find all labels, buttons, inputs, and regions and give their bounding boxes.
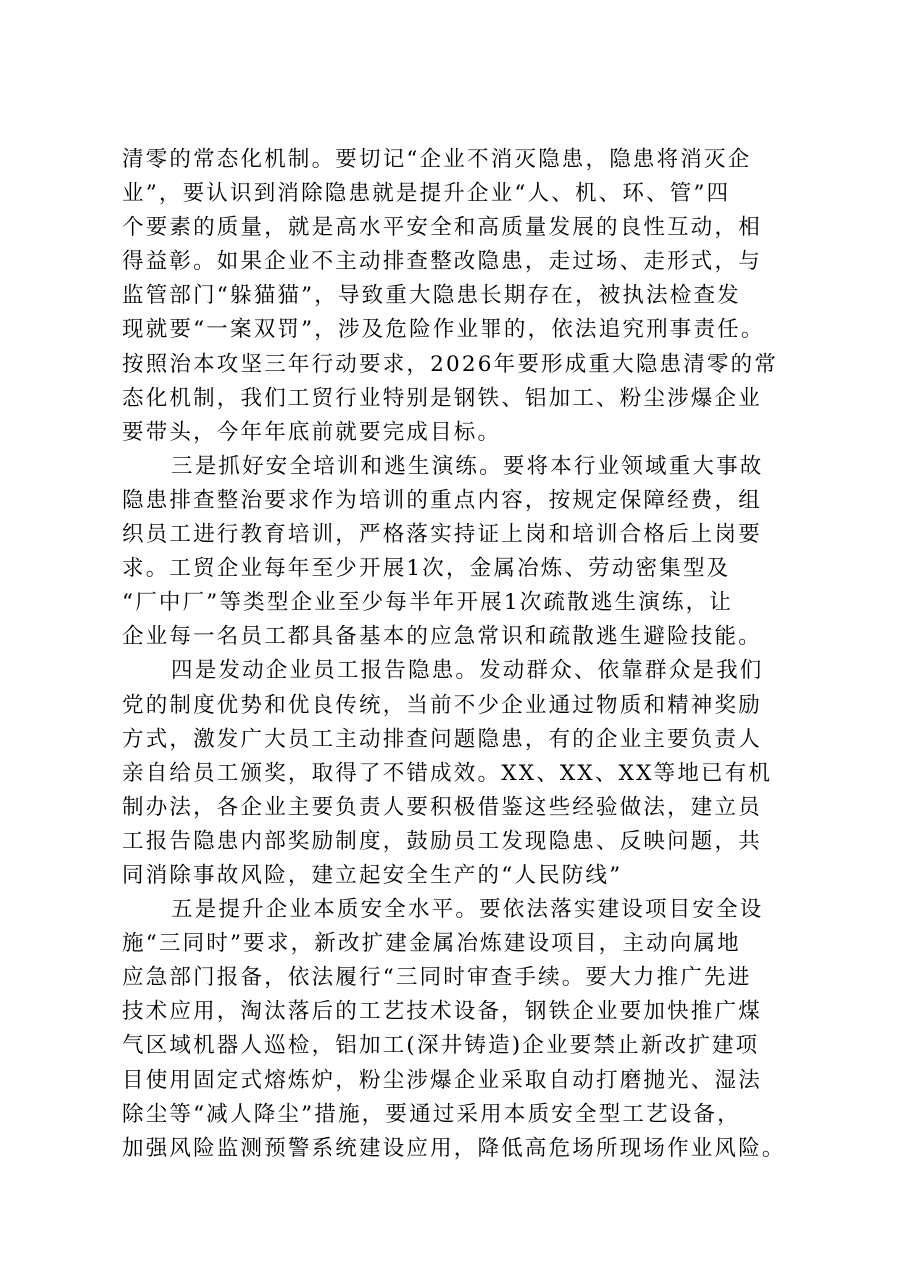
text-line: 织员工进行教育培训，严格落实持证上岗和培训合格后上岗要 xyxy=(122,522,762,548)
text-line: 得益彰。如果企业不主动排查整改隐患，走过场、走形式，与 xyxy=(122,249,762,275)
text-line: 求。工贸企业每年至少开展1次，金属冶炼、劳动密集型及 xyxy=(122,556,731,582)
text-line: 制办法，各企业主要负责人要积极借鉴这些经验做法，建立员 xyxy=(122,794,762,820)
text-line: 方式，激发广大员工主动排查问题隐患，有的企业主要负责人 xyxy=(122,726,762,752)
text-line: 隐患排查整治要求作为培训的重点内容，按规定保障经费，组 xyxy=(122,487,762,513)
text-line: 个要素的质量，就是高水平安全和高质量发展的良性互动，相 xyxy=(122,215,762,241)
text-line: 气区域机器人巡检，铝加工(深井铸造)企业要禁止新改扩建项 xyxy=(122,1033,760,1059)
text-line: “厂中厂”等类型企业至少每半年开展1次疏散逃生演练，让 xyxy=(122,590,734,616)
text-line: 施“三同时”要求，新改扩建金属冶炼建设项目，主动向属地 xyxy=(122,931,741,957)
text-line: 同消除事故风险，建立起安全生产的“人民防线” xyxy=(122,862,623,888)
text-line: 党的制度优势和优良传统，当前不少企业通过物质和精神奖励 xyxy=(122,692,762,718)
text-line: 企业每一名员工都具备基本的应急常识和疏散逃生避险技能。 xyxy=(122,624,762,650)
text-line: 现就要“一案双罚”，涉及危险作业罪的，依法追究刑事责任。 xyxy=(122,317,765,343)
text-line: 除尘等“减人降尘”措施，要通过采用本质安全型工艺设备， xyxy=(122,1101,741,1127)
text-line: 业”，要认识到消除隐患就是提升企业“人、机、环、管”四 xyxy=(122,181,731,207)
document-body xyxy=(122,143,794,1166)
text-line: 目使用固定式熔炼炉，粉尘涉爆企业采取自动打磨抛光、湿法 xyxy=(122,1067,762,1093)
text-line: 加强风险监测预警系统建设应用，降低高危场所现场作业风险。 xyxy=(122,1135,786,1161)
text-line: 工报告隐患内部奖励制度，鼓励员工发现隐患、反映问题，共 xyxy=(122,828,762,854)
paragraph-first-line: 四是发动企业员工报告隐患。发动群众、依靠群众是我们 xyxy=(171,658,764,684)
paragraph-first-line: 五是提升企业本质安全水平。要依法落实建设项目安全设 xyxy=(171,897,764,923)
text-line: 应急部门报备，依法履行“三同时审查手续。要大力推广先进 xyxy=(122,965,752,991)
text-line: 按照治本攻坚三年行动要求，2026年要形成重大隐患清零的常 xyxy=(122,351,779,377)
text-line: 监管部门“躲猫猫”，导致重大隐患长期存在，被执法检查发 xyxy=(122,283,741,309)
text-line: 态化机制，我们工贸行业特别是钢铁、铝加工、粉尘涉爆企业 xyxy=(122,385,762,411)
text-line: 要带头，今年年底前就要完成目标。 xyxy=(122,419,502,445)
text-line: 技术应用，淘汰落后的工艺技术设备，钢铁企业要加快推广煤 xyxy=(122,999,762,1025)
text-line: 亲自给员工颁奖，取得了不错成效。XX、XX、XX等地已有机 xyxy=(122,760,773,786)
text-line: 清零的常态化机制。要切记“企业不消灭隐患，隐患将消灭企 xyxy=(122,147,752,172)
paragraph-first-line: 三是抓好安全培训和逃生演练。要将本行业领域重大事故 xyxy=(171,453,764,479)
